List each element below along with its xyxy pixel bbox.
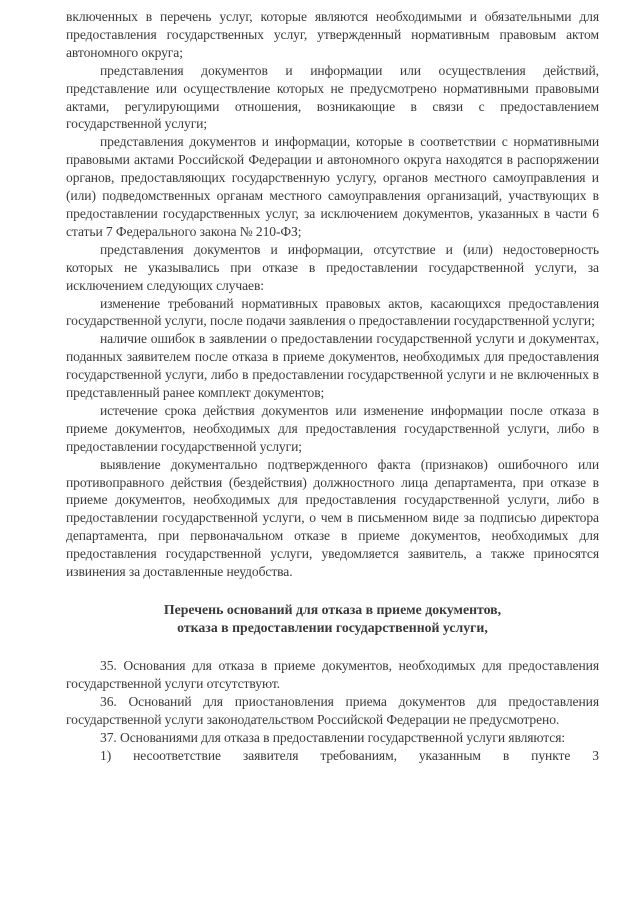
paragraph: наличие ошибок в заявлении о предоставлении государственной услуги и документах, поданных заявителем после отказа в приеме документов, необходимых для предоставления государственной услуги, либо в предоставлении государственной услуги и не включенных в представленный ранее комплект документов; xyxy=(66,331,599,401)
paragraph: 35. Основания для отказа в приеме документов, необходимых для предоставления государственной услуги отсутствуют. xyxy=(66,658,599,691)
section-heading-line: Перечень оснований для отказа в приеме документов, xyxy=(163,602,502,617)
paragraph: 1) несоответствие заявителя требованиям, указанным в пункте 3 xyxy=(100,747,599,763)
paragraph: изменение требований нормативных правовых актов, касающихся предоставления государственной услуги, после подачи заявления о предоставлении государственной услуги; xyxy=(66,295,599,329)
paragraph: истечение срока действия документов или изменение информации после отказа в приеме документов, необходимых для предоставления государственной услуги, либо в предоставлении государственной услуги; xyxy=(66,402,599,454)
document-body xyxy=(66,8,599,764)
section-heading-line: отказа в предоставлении государственной услуги, xyxy=(177,620,488,635)
paragraph: выявление документально подтвержденного факта (признаков) ошибочного или противоправного действия (бездействия) должностного лица департамента, при отказе в приеме документов, необходимых для предоставления государственной услуги, либо в предоставлении государственной услуги, о чем в письменном виде за подписью директора департамента, при первоначальном отказе в приеме документов, необходимых для предоставления государственной услуги, уведомляется заявитель, а также приносятся извинения за доставленные неудобства. xyxy=(66,456,599,580)
paragraph: представления документов и информации, которые в соответствии с нормативными правовыми актами Российской Федерации и автономного округа находятся в распоряжении органов, предоставляющих государственную услугу, органов местного самоуправления и (или) подведомственных органам местного самоуправления организаций, участвующих в предоставлении государственных услуг, за исключением документов, указанных в части 6 статьи 7 Федерального закона № 210-ФЗ; xyxy=(66,134,599,239)
paragraph: включенных в перечень услуг, которые являются необходимыми и обязательными для предоставления государственных услуг, утвержденный нормативным правовым актом автономного округа; xyxy=(66,9,599,60)
paragraph: 36. Оснований для приостановления приема документов для предоставления государственной услуги законодательством Российской Федерации не предусмотрено. xyxy=(66,693,599,727)
paragraph: 37. Основаниями для отказа в предоставлении государственной услуги являются: xyxy=(100,729,566,745)
paragraph: представления документов и информации или осуществления действий, представление или осуществление которых не предусмотрено нормативными правовыми актами, регулирующими отношения, возникающие в связи с предоставлением государственной услуги; xyxy=(66,62,599,132)
section-heading xyxy=(66,601,599,637)
paragraph: представления документов и информации, отсутствие и (или) недостоверность которых не указывались при отказе в предоставлении государственной услуги, за исключением следующих случаев: xyxy=(66,241,599,293)
